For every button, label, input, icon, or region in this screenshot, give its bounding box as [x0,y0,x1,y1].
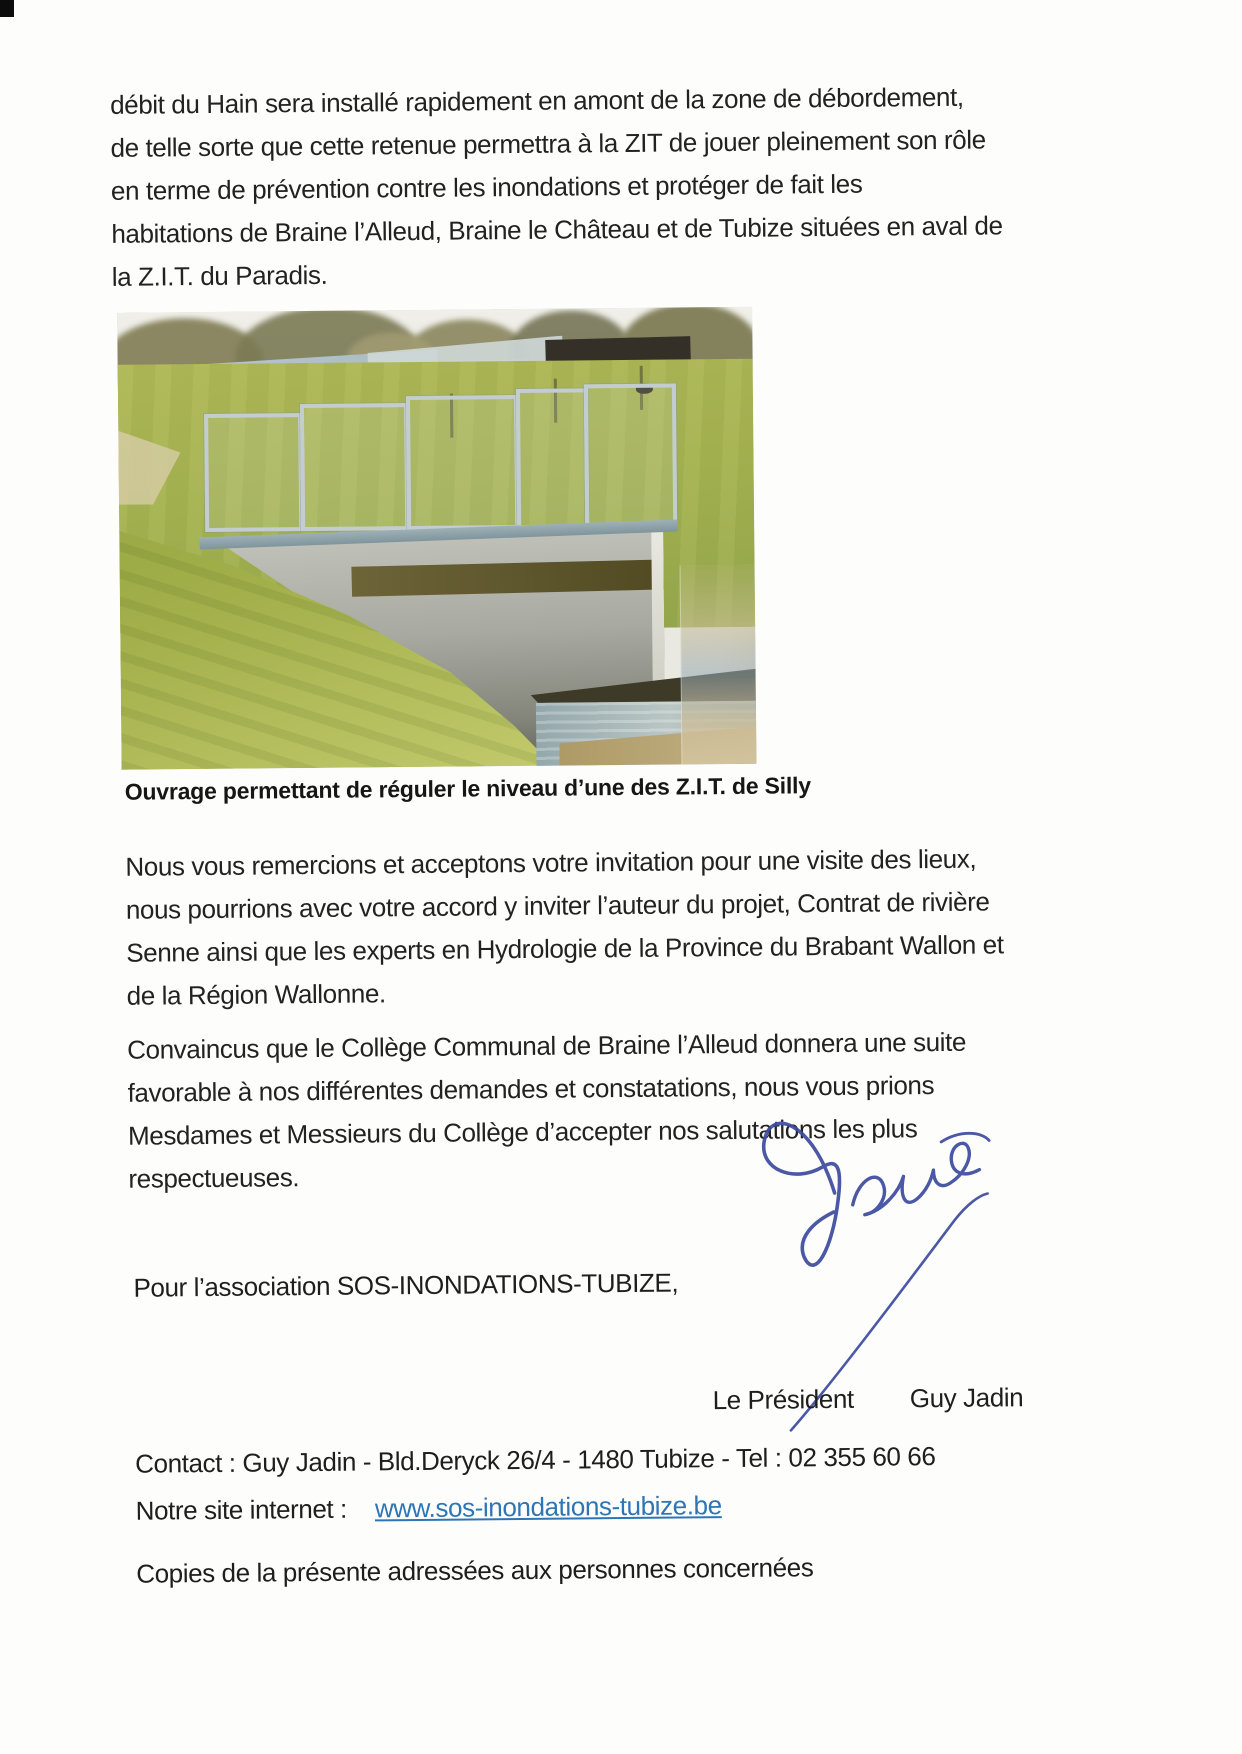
text-line: de telle sorte que cette retenue permettra à la ZIT de jouer pleinement son rôle [110,124,986,163]
photo-wall-edge-highlight [651,532,665,702]
text-line: débit du Hain sera installé rapidement en amont de la zone de débordement, [109,81,964,120]
signature-caption-row [712,1382,1023,1416]
photo-scan-artifact-strip [680,565,757,765]
railing-panel [406,395,519,530]
website-label: Notre site internet : [135,1493,348,1526]
railing-panel [204,413,303,532]
text-line: Nous vous remercions et acceptons votre invitation pour une visite des lieux, [125,843,977,882]
website-row [135,1490,721,1527]
railing-panel [584,383,677,528]
railing-panel [516,388,589,529]
photo-safety-railing [198,369,680,542]
website-link[interactable]: www.sos-inondations-tubize.be [374,1490,722,1524]
photo-caption: Ouvrage permettant de réguler le niveau d’une des Z.I.T. de Silly [124,772,811,805]
text-line: en terme de prévention contre les inondations et protéger de fait les [110,168,863,206]
paragraph-invitation [125,837,1004,1017]
signer-name: Guy Jadin [909,1382,1024,1414]
text-line: nous pourrions avec votre accord y inviter l’auteur du projet, Contrat de rivière [125,886,990,925]
railing-panel [300,403,409,531]
text-line: Convaincus que le Collège Communal de Braine l’Alleud donnera une suite [127,1026,967,1065]
text-line: la Z.I.T. du Paradis. [111,259,328,292]
text-line: de la Région Wallonne. [126,978,386,1011]
copies-line: Copies de la présente adressées aux personnes concernées [136,1552,814,1589]
role-label: Le Président [712,1383,854,1416]
text-line: habitations de Braine l’Alleud, Braine le Château et de Tubize situées en aval de [111,210,1003,249]
text-line: Senne ainsi que les experts en Hydrologie de la Province du Brabant Wallon et [126,929,1004,968]
text-line: respectueuses. [128,1162,300,1194]
association-line: Pour l’association SOS-INONDATIONS-TUBIZE, [133,1267,679,1303]
text-line: Mesdames et Messieurs du Collège d’accepter nos salutations les plus [127,1113,918,1151]
paragraph-intro [110,75,1003,299]
photo-wall-slot [351,559,664,596]
photo-regulation-structure [117,307,756,770]
contact-line: Contact : Guy Jadin - Bld.Deryck 26/4 - 1480 Tubize - Tel : 02 355 60 66 [135,1441,936,1479]
text-line: favorable à nos différentes demandes et constatations, nous vous prions [127,1070,935,1108]
